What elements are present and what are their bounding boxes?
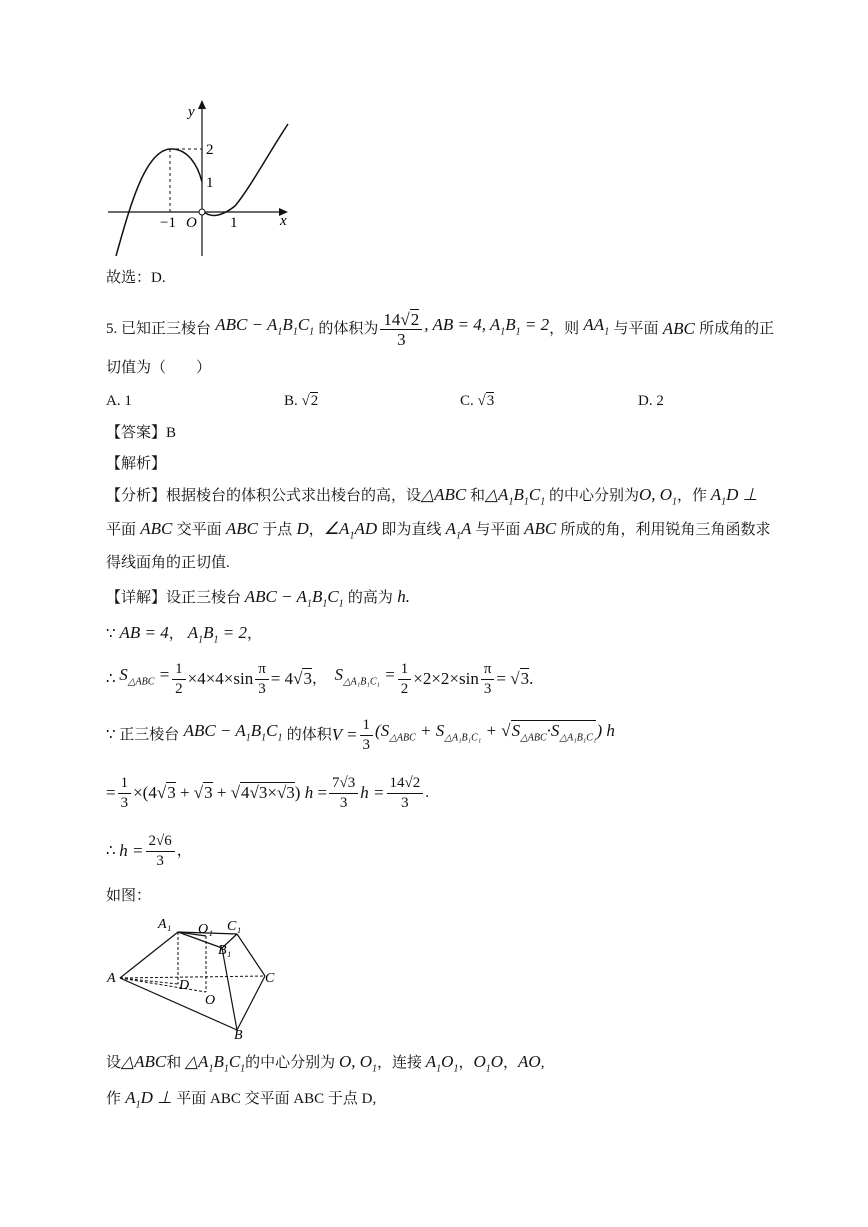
question-stem-b: 的体积为 [318,321,379,337]
label-B1: B₁ [218,943,232,958]
question-number: 5. [106,321,118,337]
analysis-line1: 【分析】根据棱台的体积公式求出棱台的高，设△ABC 和$\triangle A_1B_1C_1$ 的中心分别为O, $O_1$，作 $A_1D$ ⊥ [106,485,758,508]
detail-line1: 【详解】设正三棱台 ABC − $A_1B_1C_1$ 的高为 h. [106,587,410,610]
y-axis-label: y [188,104,195,120]
label-B: B [234,1028,243,1042]
question-stem-c: ，则 [549,321,580,337]
tick-y-top: 2 [206,142,214,158]
label-O: O [205,993,216,1008]
tick-x-pos: 1 [230,215,238,231]
detail-line5: = $\frac{1}{3}$ ×(4√3 + √3 + √4√3×√3) h = $\frac{7√3}{3}$ h = $\frac{14√2}{3}$ . [106,774,429,811]
analysis-tag: 【解析】 [106,456,167,472]
option-a: A. 1 [106,393,132,409]
question-5-line2: 切值为（ ） [106,360,212,376]
label-A: A [107,971,116,986]
label-O1: O₁ [198,922,213,937]
tick-x-neg: −1 [160,215,176,231]
origin-label: O [186,215,197,231]
question-stem-e: 所成角的正 [699,321,775,337]
detail-line6: ∴ h = $\frac{2√6}{3}$ ， [106,832,192,869]
function-graph [100,96,300,266]
question-5-line1: 5. 已知正三棱台 ABC − $A_1B_1C_1$ 的体积为 $\frac{14√2}{3}$ , AB = 4, $A_1B_1 = 2$ ，则 $AA_1$ 与平面 ABC 所成角的正 [106,309,775,349]
previous-answer: 故选：D. [106,270,166,286]
label-D: D [179,978,190,993]
answer-tag: 【答案】B [106,425,177,441]
curve-right [203,124,288,215]
volume-fraction: $\frac{14√2}{3}$ [380,310,422,349]
frustum-figure [100,912,290,1042]
option-c: C. √3 [460,393,495,409]
final-line2: 作 $A_1D$ ⊥ 平面 ABC 交平面 ABC 于点 D, [106,1088,377,1111]
label-A1: A₁ [158,917,172,932]
open-point [199,209,205,215]
final-line1: 设△ABC和 $\triangle A_1B_1C_1$的中心分别为 O, $O_1$，连接 $A_1O_1$，$O_1O$，AO, [106,1052,545,1075]
detail-line4: ∵ 正三棱台 ABC − $A_1B_1C_1$ 的体积 V = $\frac{1}{3}$ $(S_{\triangle ABC} + S_{\triangle A_1B_1C_1} + √S_{\triangle ABC}\cdot S_{\triangle A_1B_1C_1})$ h [106,716,615,753]
x-axis-label: x [280,213,287,229]
label-C: C [265,971,275,986]
analysis-line3: 得线面角的正切值. [106,555,230,571]
question-stem-d: 与平面 [613,321,659,337]
question-stem-a: 已知正三棱台 [121,321,212,337]
label-C1: C₁ [227,919,242,934]
tick-y-mid: 1 [206,175,214,191]
detail-line3: ∴ $S_{\triangle ABC}$ = $\frac{1}{2}$ ×4×4×sin $\frac{\pi}{3}$ = 4√3 ， $S_{\triangle A_1B_1C_1}$ = $\frac{1}{2}$ ×2×2×sin $\frac{\pi}{3}$ = √3. [106,660,534,697]
figure-label: 如图： [106,888,152,904]
curve-left [116,149,202,256]
detail-line2: ∵ AB = 4， $A_1B_1 = 2$， [106,623,262,646]
y-axis-arrow [198,100,206,109]
option-d: D. 2 [638,393,664,409]
option-b: B. √2 [284,393,319,409]
analysis-line2: 平面 ABC 交平面 ABC 于点 D，$\angle A_1AD$ 即为直线 $A_1A$ 与平面 ABC 所成的角，利用锐角三角函数求 [106,519,771,542]
